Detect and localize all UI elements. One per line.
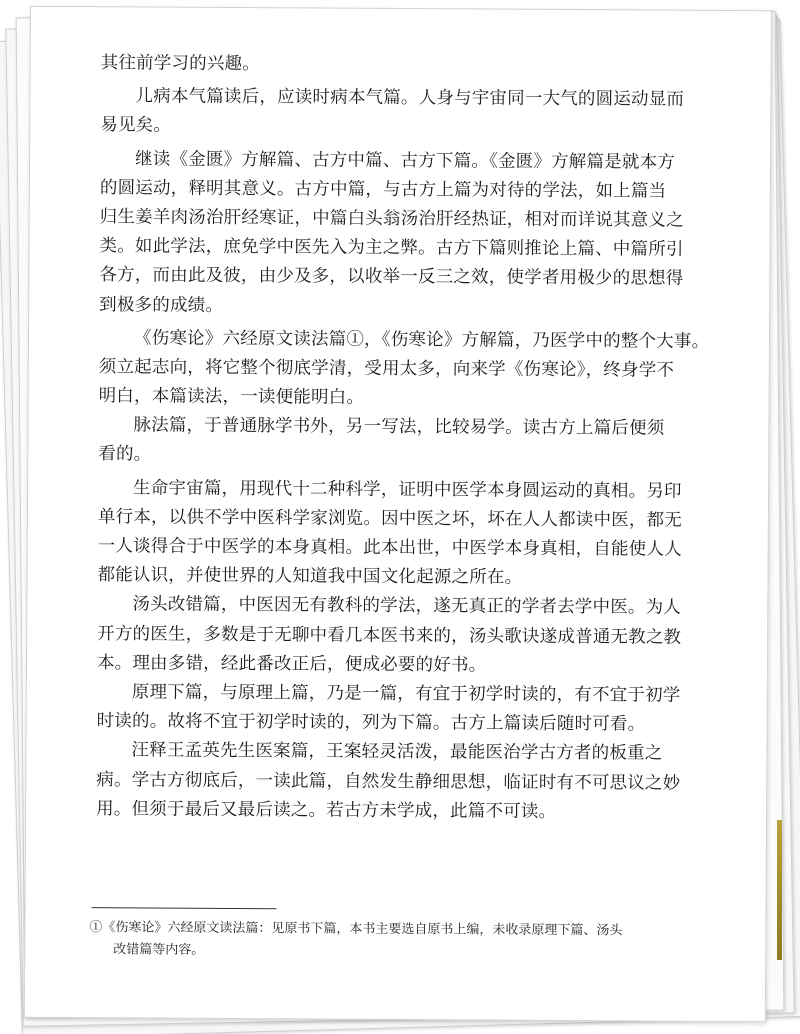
text-line: 开方的医生，多数是于无聊中看几本医书来的，汤头歌诀遂成普通无教之教 xyxy=(97,623,682,648)
paragraph-first-line: 脉法篇，于普通脉学书外，另一写法，比较易学。读古方上篇后便须 xyxy=(133,415,665,439)
footnote-line: 改错篇等内容。 xyxy=(113,942,205,958)
text-line: 本。理由多错，经此番改正后，便成必要的好书。 xyxy=(96,652,487,676)
text-line: 都能认识，并使世界的人知道我中国文化起源之所在。 xyxy=(97,565,523,588)
paragraph-first-line: 生命宇宙篇，用现代十二种科学，证明中医学本身圆运动的真相。另印 xyxy=(133,477,682,502)
footnote-divider xyxy=(91,907,276,909)
text-line: 用。但须于最后又最后读之。若古方未学成，此篇不可读。 xyxy=(96,798,557,822)
paragraph-first-line: 儿病本气篇读后，应读时病本气篇。人身与宇宙同一大气的圆运动显而 xyxy=(135,86,685,110)
text-line: 单行本，以供不学中医科学家浏览。因中医之坏，坏在人人都读中医，都无 xyxy=(97,506,683,531)
text-line: 的圆运动，释明其意义。古方中篇，与古方上篇为对待的学法，如上篇当 xyxy=(99,177,667,202)
document-page xyxy=(24,6,772,1023)
text-line: 到极多的成绩。 xyxy=(99,294,224,316)
paragraph-first-line: 继读《金匮》方解篇、古方中篇、古方下篇。《金匮》方解篇是就本方 xyxy=(135,148,676,173)
body-text xyxy=(96,49,741,828)
text-line: 明白，本篇读法，一读便能明白。 xyxy=(98,386,365,408)
footnote xyxy=(89,917,709,965)
text-line: 看的。 xyxy=(98,444,152,465)
text-line: 一人谈得合于中医学的本身真相。此本出世，中医学本身真相，自能使人人 xyxy=(97,536,682,560)
text-line: 类。如此学法，庶免学中医先入为主之弊。古方下篇则推论上篇、中篇所引 xyxy=(99,236,684,260)
paragraph-first-line: 《伤寒论》六经原文读法篇①，《伤寒论》方解篇，乃医学中的整个大事。 xyxy=(133,328,710,352)
book-cover-edge xyxy=(777,820,782,960)
text-line: 其往前学习的兴趣。 xyxy=(100,53,261,75)
text-line: 各方，而由此及彼，由少及多，以收举一反三之效，使学者用极少的思想得 xyxy=(99,265,684,290)
text-line: 须立起志向，将它整个彻底学清，受用太多，向来学《伤寒论》，终身学不 xyxy=(98,357,675,381)
text-line: 病。学古方彻底后，一读此篇，自然发生静细思想，临证时有不可思议之妙 xyxy=(96,769,681,794)
paragraph-first-line: 汪释王孟英先生医案篇，王案轻灵活泼，最能医治学古方者的板重之 xyxy=(131,740,663,764)
text-line: 归生姜羊肉汤治肝经寒证，中篇白头翁汤治肝经热证，相对而详说其意义之 xyxy=(99,207,684,231)
text-line: 易见矣。 xyxy=(100,115,172,136)
text-line: 时读的。故将不宜于初学时读的，列为下篇。古方上篇读后随时可看。 xyxy=(96,711,646,735)
paragraph-first-line: 原理下篇，与原理上篇，乃是一篇，有宜于初学时读的，有不宜于初学 xyxy=(131,682,681,706)
footnote-line: ①《伤寒论》六经原文读法篇：见原书下篇，本书主要选自原书上编，未收录原理下篇、汤头 xyxy=(89,920,623,939)
paragraph-first-line: 汤头改错篇，中医因无有教科的学法，遂无真正的学者去学中医。为人 xyxy=(132,594,682,619)
